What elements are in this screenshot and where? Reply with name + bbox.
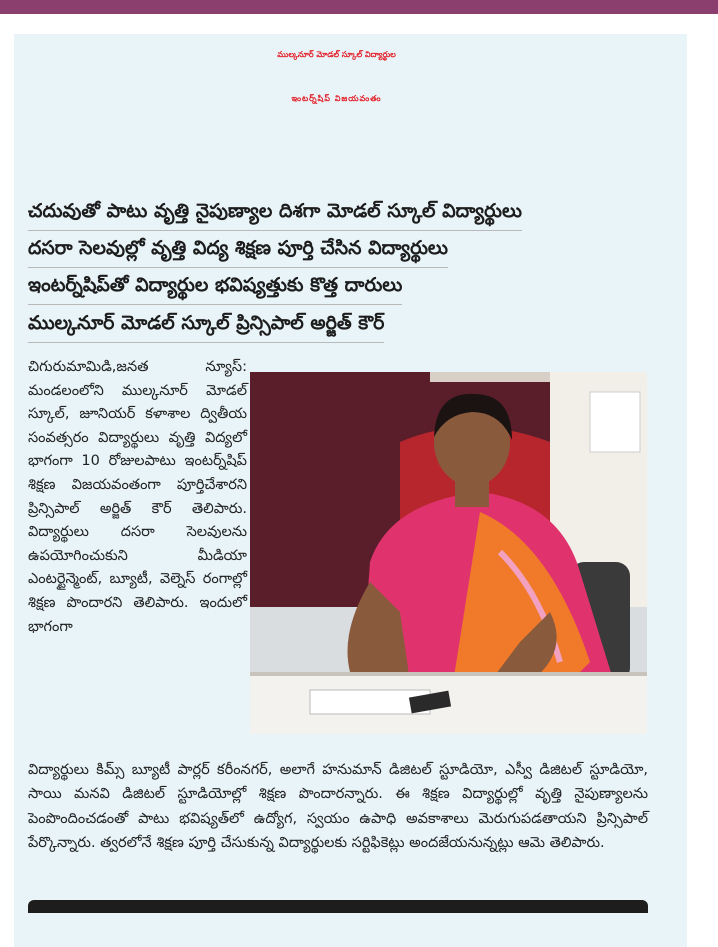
article-body-bottom bbox=[28, 758, 648, 856]
headline-line-2: ఇంటర్న్‌షిప్ విజయవంతం bbox=[291, 94, 382, 103]
headline-line-1: ముల్కనూర్ మోడల్ స్కూల్ విద్యార్థుల bbox=[277, 50, 396, 59]
next-headline-cutoff bbox=[28, 900, 648, 913]
subheading-2: దసరా సెలవుల్లో వృత్తి విద్య శిక్షణ పూర్తి చేసిన విద్యార్థులు bbox=[28, 237, 448, 268]
principal-photo bbox=[250, 372, 647, 734]
principal-photo-illustration bbox=[250, 372, 647, 734]
article-body-column bbox=[28, 356, 247, 639]
body-column-text: చిగురుమామిడి,జనత న్యూస్: మండలంలోని ముల్కనూర్ మోడల్ స్కూల్, జూనియర్ కళాశాల ద్వితీయ సంవత్సరం విద్యార్థులు వృత్తి విద్యలో భాగంగా 10 రోజులపాటు ఇంటర్న్‌షిప్ శిక్షణ విజయవంతంగా పూర్తిచేశారని ప్రిన్సిపాల్ అర్జిత్ కౌర్ తెలిపారు. విద్యార్థులు దసరా సెలవులను ఉపయోగించుకుని మీడియా ఎంటర్టైన్మెంట్, బ్యూటీ, వెల్నెస్ రంగాల్లో శిక్షణ పొందారని తెలిపారు. ఇందులో భాగంగా bbox=[28, 359, 247, 635]
subheading-3: ఇంటర్న్‌షిప్‌తో విద్యార్థుల భవిష్యత్తుకు కొత్త దారులు bbox=[28, 274, 402, 305]
top-bar bbox=[0, 0, 718, 14]
subheading-1: చదువుతో పాటు వృత్తి నైపుణ్యాల దిశగా మోడల్ స్కూల్ విద్యార్థులు bbox=[28, 200, 522, 231]
subheading-4: ముల్కనూర్ మోడల్ స్కూల్ ప్రిన్సిపాల్ అర్జిత్ కౌర్ bbox=[28, 312, 384, 343]
body-bottom-text: విద్యార్థులు కిమ్స్ బ్యూటీ పార్లర్ కరీంనగర్, అలాగే హనుమాన్ డిజిటల్ స్టూడియో, ఎస్వీ డిజిటల్ స్టూడియో, సాయి మనవి డిజిటల్ స్టూడియోల్లో శిక్షణ పొందారన్నారు. ఈ శిక్షణ విద్యార్థుల్లో వృత్తి నైపుణ్యాలను పెంపొందించడంతో పాటు భవిష్యత్‌లో ఉద్యోగ, స్వయం ఉపాధి అవకాశాలు మెరుగుపడతాయని ప్రిన్సిపాల్ పేర్కొన్నారు. త్వరలోనే శిక్షణ పూర్తి చేసుకున్న విద్యార్థులకు సర్టిఫికెట్లు అందజేయనున్నట్లు ఆమె తెలిపారు. bbox=[28, 762, 648, 852]
